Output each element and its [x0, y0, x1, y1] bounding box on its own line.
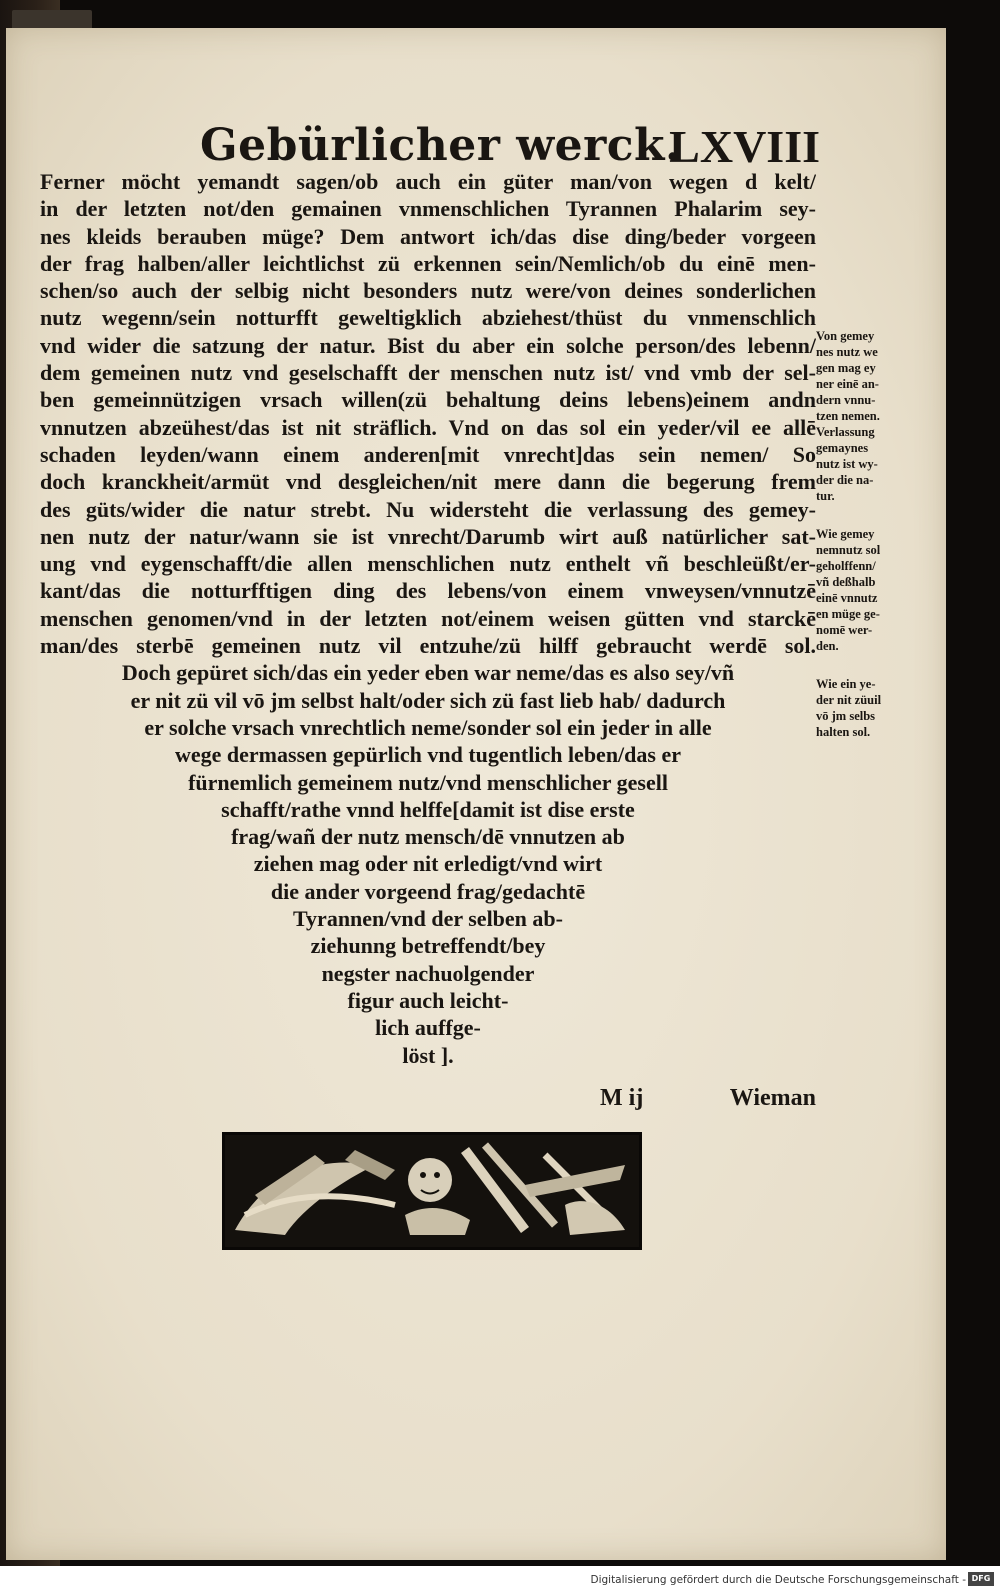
- text-line: man/des sterbē gemeinen nutz vil entzuhe/zü hilff gebraucht werdē sol.: [40, 633, 816, 659]
- text-line: ung vnd eygenschafft/die allen menschlichen nutz enthelt vñ beschleüßt/er-: [40, 551, 816, 577]
- text-line: der frag halben/aller leichtlichst zü erkennen sein/Nemlich/ob du einē men-: [40, 250, 816, 276]
- margin-note-line: vñ deßhalb: [816, 575, 876, 589]
- margin-note-line: gemaynes: [816, 441, 869, 455]
- text-line: nes kleids berauben müge? Dem antwort ich/das dise ding/beder vorgeen: [40, 223, 816, 249]
- funding-credit: Digitalisierung gefördert durch die Deutsche Forschungsgemeinschaft -: [590, 1574, 966, 1586]
- margin-note-line: geholffenn/: [816, 559, 876, 573]
- text-line: in der letzten not/den gemainen vnmenschlichen Tyrannen Phalarim sey-: [40, 196, 816, 222]
- catchword-line: [590, 1085, 816, 1121]
- margin-note-line: den.: [816, 639, 839, 653]
- text-line: ben gemeinnützigen vrsach willen(zü behaltung deins lebens)einem andn: [40, 387, 816, 413]
- text-line: er solche vrsach vnrechtlich neme/sonder sol ein jeder in alle: [144, 714, 712, 740]
- main-text-block: [40, 168, 816, 1069]
- text-line: schen/so auch der selbig nicht besonders nutz were/von deines sonderlichen: [40, 278, 816, 304]
- text-line: Doch gepüret sich/das ein yeder eben war neme/das es also sey/vñ: [121, 660, 735, 686]
- margin-note-line: tur.: [816, 489, 835, 503]
- text-line: schaden leyden/wann einem anderen[mit vnrecht]das sein nemen/ So: [40, 441, 816, 467]
- margin-note-gap: [816, 504, 910, 526]
- margin-note-line: der die na-: [816, 473, 874, 487]
- margin-note-line: tzen nemen.: [816, 409, 880, 423]
- running-title: Gebürlicher werck.: [200, 120, 681, 171]
- text-line: ziehen mag oder nit erledigt/vnd wirt: [253, 851, 603, 877]
- margin-note-gap: [816, 654, 910, 676]
- text-line: ziehunng betreffendt/bey: [310, 933, 546, 959]
- text-line: kant/das die notturfftigen ding des lebens/von einem vnweysen/vnnutzē: [40, 578, 816, 604]
- text-line: doch kranckheit/armüt vnd desgleichen/nit mere dann die begerung frem: [40, 469, 816, 495]
- margin-note-line: nomē wer-: [816, 623, 873, 637]
- margin-note-line: en müge ge-: [816, 607, 880, 621]
- margin-note-line: nes nutz we: [816, 345, 878, 359]
- text-line: Tyrannen/vnd der selben ab-: [293, 906, 563, 932]
- margin-note-line: Verlassung: [816, 425, 875, 439]
- text-line: menschen genomen/vnd in der letzten not/einem weisen gütten vnd starckē: [40, 605, 816, 631]
- text-line: Ferner möcht yemandt sagen/ob auch ein güter man/von wegen d kelt/: [40, 169, 816, 194]
- margin-note-line: einē vnnutz: [816, 591, 878, 605]
- signature-mark: M ij: [600, 1085, 644, 1111]
- text-line: des güts/wider die natur strebt. Nu widersteht die verlassung des gemey-: [40, 496, 816, 522]
- folio-number: LXVIII: [669, 121, 820, 172]
- page-header: [200, 120, 820, 175]
- margin-note-line: halten sol.: [816, 725, 871, 739]
- text-line: nen nutz der natur/wann sie ist vnrecht/Darumb wirt auß natürlicher sat-: [40, 523, 816, 549]
- text-line: schafft/rathe vnnd helffe[damit ist dise erste: [221, 796, 635, 822]
- text-line: fürnemlich gemeinem nutz/vnd menschlicher gesell: [188, 769, 668, 795]
- margin-note-line: nutz ist wy-: [816, 457, 878, 471]
- margin-note-line: Wie ein ye-: [816, 677, 876, 691]
- text-line: vnnutzen abzeühest/das ist nit sträflich. Vnd on das sol ein yeder/vil ee allē: [40, 414, 816, 440]
- margin-note-line: ner einē an-: [816, 377, 879, 391]
- text-line: wege dermassen gepürlich vnd tugentlich leben/das er: [175, 742, 681, 768]
- margin-note-line: gen mag ey: [816, 361, 876, 375]
- dfg-logo: DFG: [968, 1572, 994, 1586]
- margin-note-line: vō jm selbs: [816, 709, 876, 723]
- margin-note-line: Von gemey: [816, 329, 875, 343]
- text-line: dem gemeinen nutz vnd geselschafft der menschen nutz ist/ vnd vmb der sel-: [40, 360, 816, 386]
- margin-note-line: nemnutz sol: [816, 543, 881, 557]
- text-line: die ander vorgeend frag/gedachtē: [270, 878, 586, 904]
- text-line: vnd wider die satzung der natur. Bist du aber ein solche person/des lebenn/: [40, 332, 816, 358]
- text-line: lich auffge-: [375, 1015, 481, 1041]
- margin-notes: [816, 328, 910, 740]
- text-line: frag/wañ der nutz mensch/dē vnnutzen ab: [231, 824, 625, 850]
- margin-note-line: der nit züuil: [816, 693, 882, 707]
- woodcut-illustration: [222, 1132, 642, 1250]
- margin-note-line: Wie gemey: [816, 527, 875, 541]
- woodcut-ornament-image: [225, 1135, 639, 1247]
- text-line: löst ].: [402, 1042, 454, 1068]
- catchword: Wieman: [729, 1085, 816, 1111]
- text-line: er nit zü vil vō jm selbst halt/oder sich zü fast lieb hab/ dadurch: [130, 687, 726, 713]
- text-line: nutz wegenn/sein notturfft geweltigklich abziehest/thüst du vnmenschlich: [40, 305, 816, 331]
- text-line: negster nachuolgender: [321, 960, 535, 986]
- margin-note-line: dern vnnu-: [816, 393, 876, 407]
- text-line: figur auch leicht-: [347, 987, 509, 1013]
